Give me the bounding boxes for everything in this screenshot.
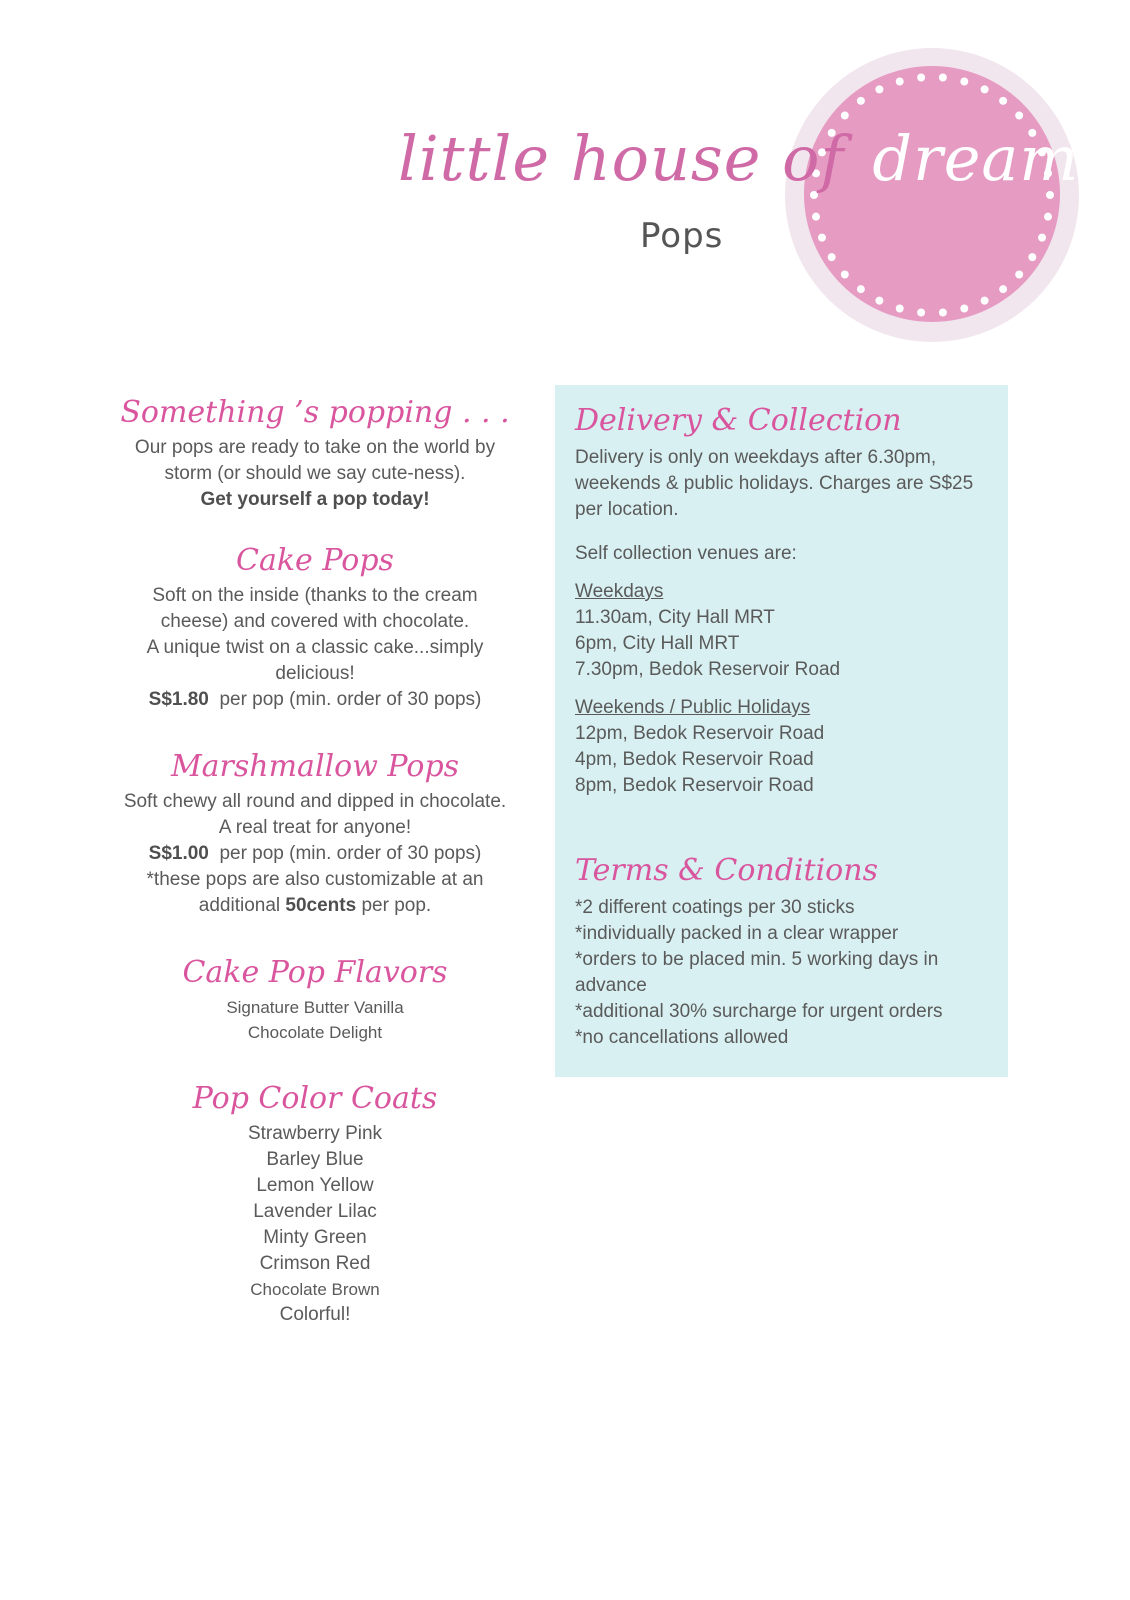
logo-dot — [841, 270, 849, 278]
cake-pops-section — [100, 543, 530, 713]
color-coat-item: Lemon Yellow — [256, 1175, 374, 1196]
weekend-venue: 8pm, Bedok Reservoir Road — [575, 775, 814, 796]
logo-dots-ring — [785, 48, 1079, 342]
terms-item: *orders to be placed min. 5 working days in — [575, 949, 939, 970]
logo-dot — [960, 78, 968, 86]
logo — [0, 0, 1130, 360]
color-coats-section — [100, 1081, 530, 1328]
marshmallow-price: S$1.00 — [148, 843, 209, 864]
logo-dot — [939, 74, 947, 82]
cake-pops-line: cheese) and covered with chocolate. — [160, 611, 470, 632]
intro-bold-line: Get yourself a pop today! — [200, 489, 430, 510]
logo-dot — [1044, 213, 1052, 221]
flavors-section — [100, 955, 530, 1045]
weekday-venue: 11.30am, City Hall MRT — [575, 607, 775, 628]
marshmallow-line: Soft chewy all round and dipped in chocolate. — [123, 791, 507, 812]
color-coat-item: Colorful! — [279, 1304, 351, 1325]
color-coat-item: Crimson Red — [259, 1253, 371, 1274]
flavors-title: Cake Pop Flavors — [182, 955, 448, 990]
delivery-line: weekends & public holidays. Charges are S$25 — [575, 473, 974, 494]
cake-pops-line: Soft on the inside (thanks to the cream — [152, 585, 478, 606]
marshmallow-custom-line: *these pops are also customizable at an — [146, 869, 484, 890]
color-coat-item: Barley Blue — [266, 1149, 364, 1170]
logo-dot — [1015, 270, 1023, 278]
logo-dot — [939, 308, 947, 316]
logo-dot — [1038, 234, 1046, 242]
color-coat-item: Chocolate Brown — [250, 1280, 380, 1299]
logo-dot — [841, 112, 849, 120]
weekends-label: Weekends / Public Holidays — [575, 697, 811, 718]
logo-dot — [896, 78, 904, 86]
color-coats-title: Pop Color Coats — [192, 1081, 438, 1116]
weekend-venue: 12pm, Bedok Reservoir Road — [575, 723, 825, 744]
terms-item: *additional 30% surcharge for urgent orders — [575, 1001, 943, 1022]
terms-item: *2 different coatings per 30 sticks — [575, 897, 855, 918]
cake-pops-price-note: per pop (min. order of 30 pops) — [219, 689, 482, 710]
terms-item: *no cancellations allowed — [575, 1027, 789, 1048]
logo-title — [398, 122, 1112, 195]
logo-dot — [917, 308, 925, 316]
weekday-venue: 6pm, City Hall MRT — [575, 633, 740, 654]
cake-pops-price: S$1.80 — [148, 689, 209, 710]
terms-item: advance — [575, 975, 647, 996]
left-column — [100, 395, 530, 1358]
logo-dot — [857, 285, 865, 293]
delivery-line: Delivery is only on weekdays after 6.30pm, — [575, 447, 937, 468]
logo-dot — [818, 234, 826, 242]
flavor-item: Signature Butter Vanilla — [226, 998, 404, 1017]
weekday-venue: 7.30pm, Bedok Reservoir Road — [575, 659, 841, 680]
delivery-line: per location. — [575, 499, 679, 520]
intro-title: Something ’s popping . . . — [120, 395, 510, 430]
weekdays-label: Weekdays — [575, 581, 664, 602]
custom-prefix: additional — [198, 895, 281, 916]
marshmallow-pops-section — [100, 749, 530, 919]
logo-dot — [960, 304, 968, 312]
custom-suffix: per pop. — [361, 895, 432, 916]
intro-line: Our pops are ready to take on the world by — [134, 437, 496, 458]
logo-dot — [999, 285, 1007, 293]
cake-pops-price-line — [100, 687, 530, 713]
flavor-item: Chocolate Delight — [247, 1023, 383, 1042]
marshmallow-custom-line-2 — [100, 893, 530, 919]
logo-text-main: little house of — [398, 122, 845, 195]
logo-subtitle: Pops — [640, 216, 724, 256]
intro-line: storm (or should we say cute-ness). — [164, 463, 466, 484]
logo-dot — [981, 297, 989, 305]
custom-bold: 50cents — [285, 895, 357, 916]
cake-pops-title: Cake Pops — [236, 543, 394, 578]
info-panel — [555, 385, 1008, 1077]
logo-dot — [875, 85, 883, 93]
logo-text-circle: dreams — [872, 122, 1112, 195]
venues-intro: Self collection venues are: — [575, 543, 797, 564]
color-coat-item: Strawberry Pink — [247, 1123, 383, 1144]
logo-dot — [1028, 253, 1036, 261]
marshmallow-price-note: per pop (min. order of 30 pops) — [219, 843, 482, 864]
terms-item: *individually packed in a clear wrapper — [575, 923, 899, 944]
logo-dot — [999, 97, 1007, 105]
logo-dot — [828, 253, 836, 261]
marshmallow-price-line — [100, 841, 530, 867]
logo-dot — [1015, 112, 1023, 120]
logo-dot — [812, 213, 820, 221]
logo-dot — [875, 297, 883, 305]
logo-dot — [857, 97, 865, 105]
delivery-title: Delivery & Collection — [575, 403, 902, 438]
weekend-venue: 4pm, Bedok Reservoir Road — [575, 749, 814, 770]
terms-title: Terms & Conditions — [575, 853, 878, 888]
marshmallow-pops-title: Marshmallow Pops — [170, 749, 460, 784]
logo-dot — [981, 85, 989, 93]
color-coat-item: Minty Green — [263, 1227, 367, 1248]
logo-dot — [896, 304, 904, 312]
marshmallow-line: A real treat for anyone! — [218, 817, 412, 838]
logo-dot — [917, 74, 925, 82]
cake-pops-line: delicious! — [275, 663, 355, 684]
cake-pops-line: A unique twist on a classic cake...simply — [146, 637, 484, 658]
color-coat-item: Lavender Lilac — [253, 1201, 377, 1222]
intro-section — [100, 395, 530, 513]
